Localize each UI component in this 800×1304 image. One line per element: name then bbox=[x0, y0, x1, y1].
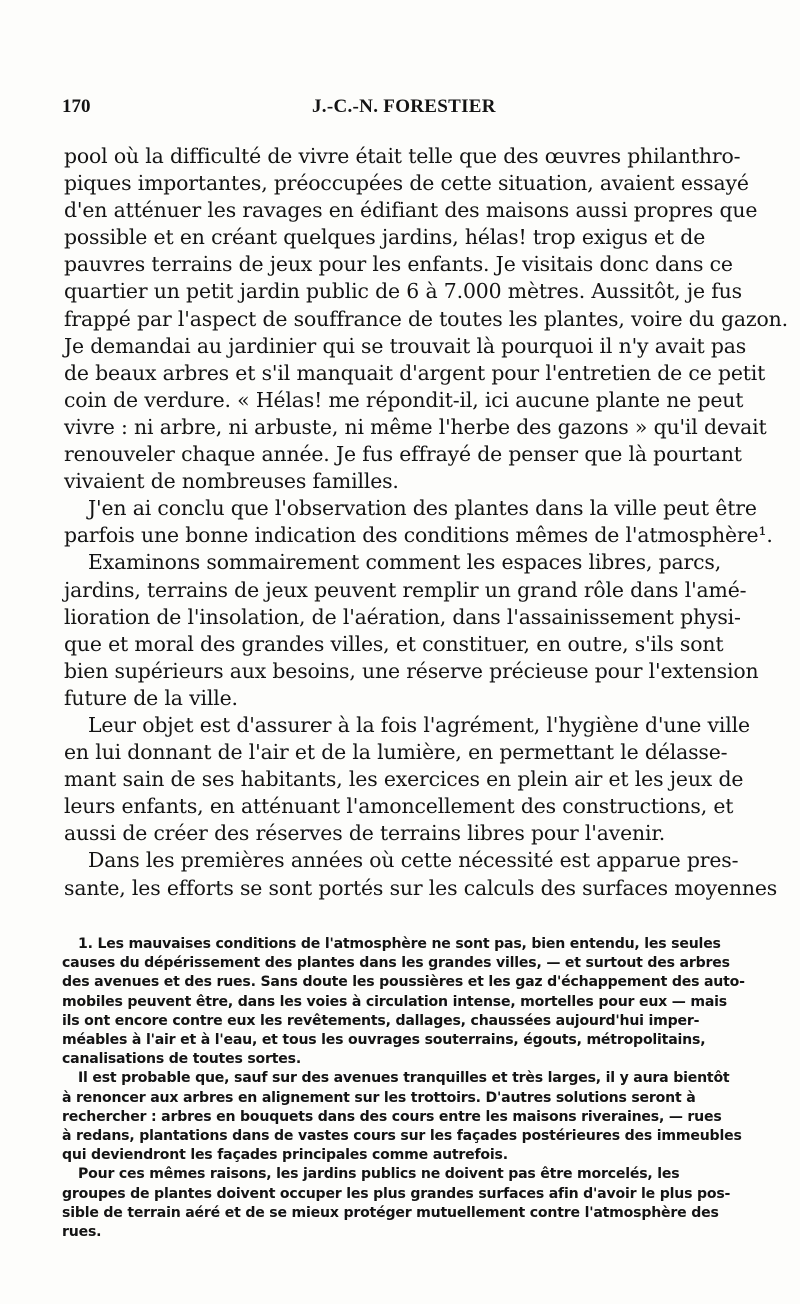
body-line: future de la ville. bbox=[64, 685, 238, 710]
body-line: possible et en créant quelques jardins, hélas! trop exigus et de bbox=[64, 225, 706, 250]
footnote-line: sible de terrain aéré et de se mieux protéger mutuellement contre l'atmosphère des bbox=[62, 1204, 719, 1221]
footnote-line: qui deviendront les façades principales comme autrefois. bbox=[62, 1147, 508, 1164]
page-header bbox=[62, 96, 800, 126]
footnote-line: à redans, plantations dans de vastes cours sur les façades postérieures des immeubles bbox=[62, 1128, 742, 1145]
footnote-line: 1. Les mauvaises conditions de l'atmosphère ne sont pas, bien entendu, les seules bbox=[78, 936, 721, 952]
footnote-line: groupes de plantes doivent occuper les plus grandes surfaces afin d'avoir le plus pos- bbox=[62, 1185, 731, 1202]
body-line: de beaux arbres et s'il manquait d'argent pour l'entretien de ce petit bbox=[64, 360, 766, 385]
body-line: pool où la difficulté de vivre était telle que des œuvres philanthro- bbox=[64, 144, 741, 168]
body-line: piques importantes, préoccupées de cette situation, avaient essayé bbox=[64, 171, 749, 196]
footnote-paragraph-start: Pour ces mêmes raisons, les jardins publics ne doivent pas être morcelés, les bbox=[78, 1166, 680, 1183]
body-line: parfois une bonne indication des conditions mêmes de l'atmosphère¹. bbox=[64, 523, 773, 548]
paragraph-start-line: Examinons sommairement comment les espaces libres, parcs, bbox=[88, 550, 722, 575]
page-number: 170 bbox=[62, 96, 91, 117]
body-line: jardins, terrains de jeux peuvent remplir un grand rôle dans l'amé- bbox=[64, 577, 747, 602]
footnote-line: rues. bbox=[62, 1224, 102, 1241]
running-head: J.-C.-N. FORESTIER bbox=[312, 96, 496, 117]
body-line: aussi de créer des réserves de terrains libres pour l'avenir. bbox=[64, 821, 666, 846]
body-line: frappé par l'aspect de souffrance de toutes les plantes, voire du gazon. bbox=[64, 306, 788, 331]
body-line: leurs enfants, en atténuant l'amoncellement des constructions, et bbox=[64, 794, 734, 819]
footnotes bbox=[62, 935, 800, 1242]
footnote-line: canalisations de toutes sortes. bbox=[62, 1051, 302, 1068]
paragraph-start-line: Dans les premières années où cette nécessité est apparue pres- bbox=[88, 848, 739, 873]
footnote-line: méables à l'air et à l'eau, et tous les ouvrages souterrains, égouts, métropolitains, bbox=[62, 1032, 706, 1049]
body-line: d'en atténuer les ravages en édifiant des maisons aussi propres que bbox=[64, 198, 758, 223]
body-line: en lui donnant de l'air et de la lumière, en permettant le délasse- bbox=[64, 740, 728, 765]
paragraph-start-line: J'en ai conclu que l'observation des plantes dans la ville peut être bbox=[88, 496, 757, 521]
body-line: pauvres terrains de jeux pour les enfants. Je visitais donc dans ce bbox=[64, 252, 733, 277]
footnote-line: à renoncer aux arbres en alignement sur les trottoirs. D'autres solutions seront à bbox=[62, 1089, 696, 1106]
footnote-line: ils ont encore contre eux les revêtements, dallages, chaussées aujourd'hui imper- bbox=[62, 1012, 700, 1029]
body-line: vivre : ni arbre, ni arbuste, ni même l'herbe des gazons » qu'il devait bbox=[64, 414, 767, 439]
footnote-line: causes du dépérissement des plantes dans les grandes villes, — et surtout des arbres bbox=[62, 955, 730, 972]
body-line: que et moral des grandes villes, et constituer, en outre, s'ils sont bbox=[64, 631, 724, 656]
body-line: bien supérieurs aux besoins, une réserve précieuse pour l'extension bbox=[64, 658, 759, 683]
paragraph-start-line: Leur objet est d'assurer à la fois l'agrément, l'hygiène d'une ville bbox=[88, 712, 750, 737]
body-line: sante, les efforts se sont portés sur les calculs des surfaces moyennes bbox=[64, 875, 778, 900]
body-text bbox=[64, 143, 800, 902]
footnote-line: rechercher : arbres en bouquets dans des cours entre les maisons riveraines, — rues bbox=[62, 1108, 722, 1125]
body-line: coin de verdure. « Hélas! me répondit-il, ici aucune plante ne peut bbox=[64, 387, 744, 412]
body-line: quartier un petit jardin public de 6 à 7.000 mètres. Aussitôt, je fus bbox=[64, 279, 742, 304]
body-line: vivaient de nombreuses familles. bbox=[64, 469, 399, 494]
body-line: Je demandai au jardinier qui se trouvait là pourquoi il n'y avait pas bbox=[64, 333, 747, 358]
body-line: renouveler chaque année. Je fus effrayé de penser que là pourtant bbox=[64, 442, 742, 467]
footnote-line: des avenues et des rues. Sans doute les poussières et les gaz d'échappement des auto- bbox=[62, 974, 745, 991]
footnote-paragraph-start: Il est probable que, sauf sur des avenues tranquilles et très larges, il y aura bientôt bbox=[78, 1070, 730, 1087]
body-line: mant sain de ses habitants, les exercices en plein air et les jeux de bbox=[64, 767, 744, 792]
body-line: lioration de l'insolation, de l'aération, dans l'assainissement physi- bbox=[64, 604, 741, 629]
footnote-line: mobiles peuvent être, dans les voies à circulation intense, mortelles pour eux — mais bbox=[62, 993, 727, 1010]
